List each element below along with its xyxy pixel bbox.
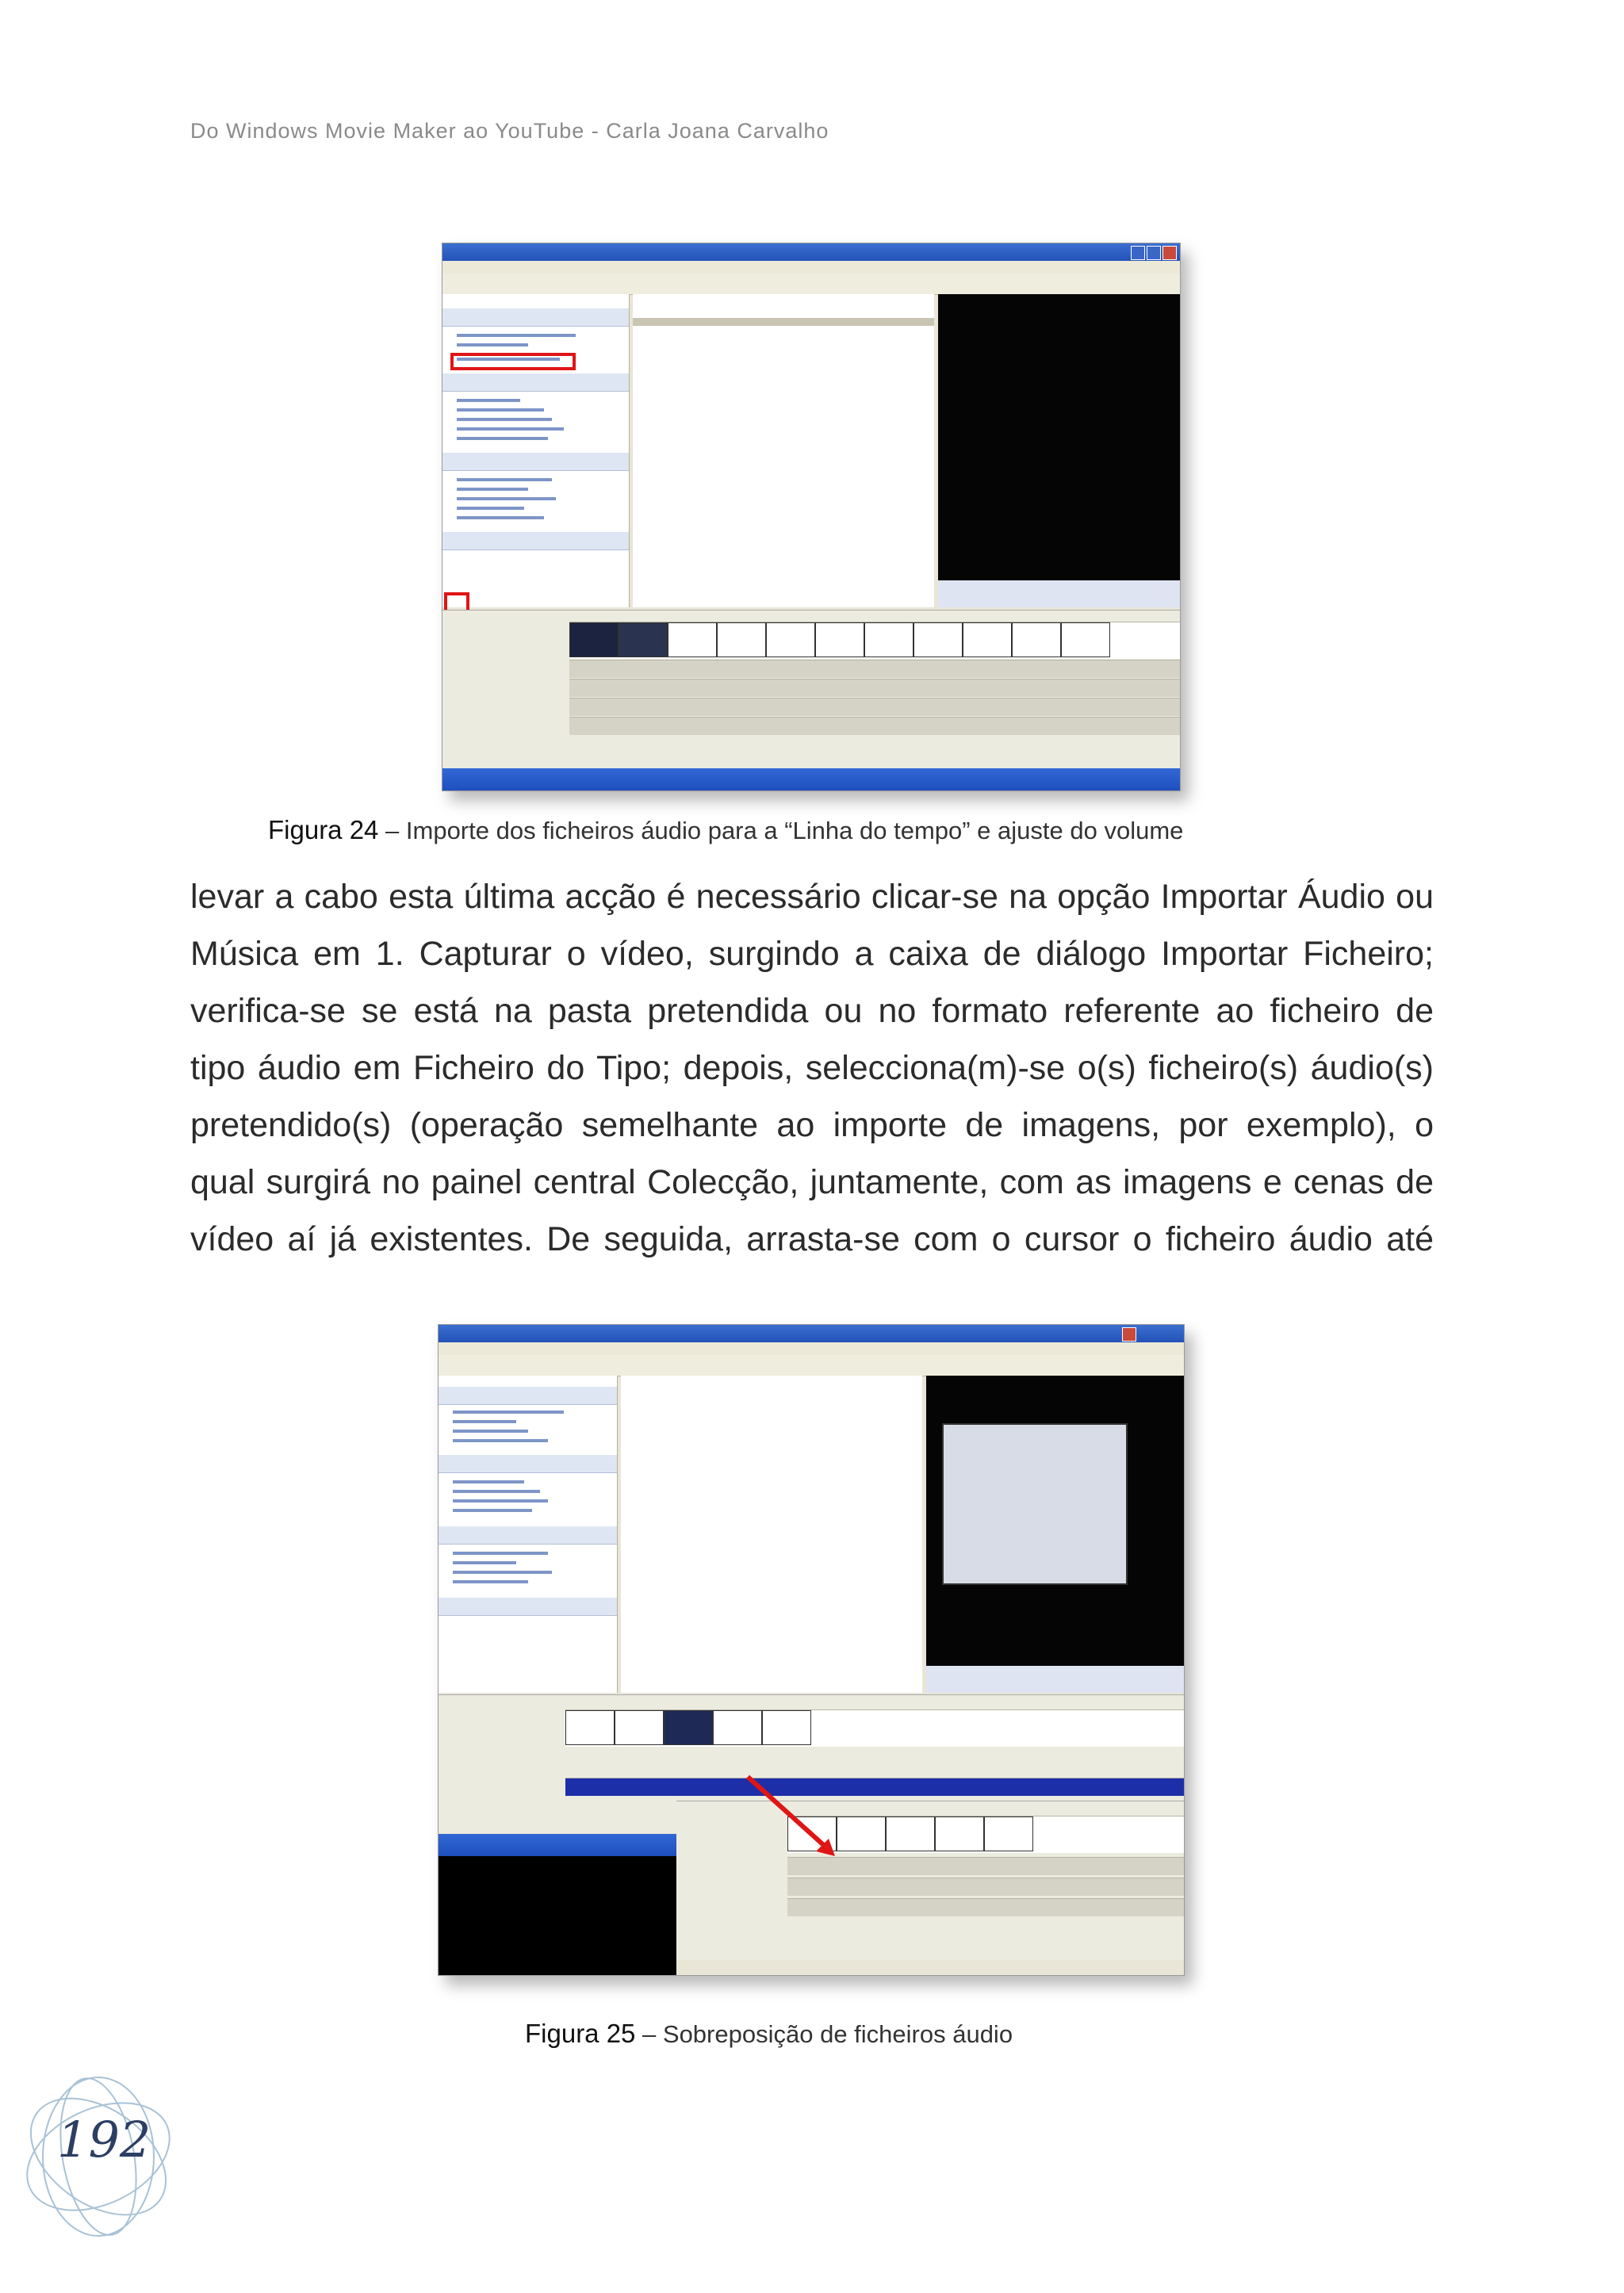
preview-monitor xyxy=(938,294,1180,607)
title-overlay-track xyxy=(569,717,1180,735)
red-arrow-icon xyxy=(740,1769,851,1864)
minimize-icon xyxy=(1131,246,1145,260)
close-icon xyxy=(1122,1327,1136,1342)
import-audio-highlight xyxy=(450,353,576,370)
running-header: Do Windows Movie Maker ao YouTube - Carla Joana Carvalho xyxy=(190,119,829,143)
body-line: levar a cabo esta última acção é necessário clicar-se na opção Importar Áudio ou xyxy=(190,878,1434,916)
task-header-tips xyxy=(442,532,629,550)
body-line: tipo áudio em Ficheiro do Tipo; depois, selecciona(m)-se o(s) ficheiro(s) áudio(s) xyxy=(190,1049,1434,1087)
figure-25-label: Figura 25 xyxy=(525,2019,636,2048)
windows-taskbar xyxy=(439,1834,676,1856)
music-track xyxy=(569,698,1180,716)
figure-24-caption xyxy=(268,815,1183,845)
collection-pane xyxy=(633,294,934,607)
music-track xyxy=(565,1778,1184,1796)
menu-bar xyxy=(439,1342,1184,1356)
body-line: verifica-se se está na pasta pretendida ou no formato referente ao ficheiro de xyxy=(190,992,1434,1030)
timeline xyxy=(442,610,1180,769)
collection-pane xyxy=(621,1376,922,1693)
audio-track xyxy=(569,679,1180,697)
figure-25-caption xyxy=(525,2019,1013,2049)
body-line: qual surgirá no painel central Colecção, juntamente, com as imagens e cenas de xyxy=(190,1163,1434,1201)
body-line: vídeo aí já existentes. De seguida, arrasta-se com o cursor o ficheiro áudio até xyxy=(190,1220,1434,1258)
toolbar xyxy=(439,1355,1184,1376)
menu-bar xyxy=(442,261,1180,274)
window-titlebar xyxy=(442,243,1180,261)
tasks-pane xyxy=(439,1376,618,1693)
figure-24-label: Figura 24 xyxy=(268,815,379,844)
body-line: pretendido(s) (operação semelhante ao importe de imagens, por exemplo), o xyxy=(190,1106,1434,1144)
black-region xyxy=(439,1856,676,1975)
task-header-capture xyxy=(442,308,629,327)
video-track xyxy=(569,622,1180,659)
figure-24-screenshot xyxy=(442,243,1181,791)
page-number: 192 xyxy=(57,2111,151,2169)
window-titlebar xyxy=(439,1325,1184,1342)
close-icon xyxy=(1162,246,1177,260)
task-header-finish xyxy=(442,453,629,471)
figure-25-caption-text: – Sobreposição de ficheiros áudio xyxy=(635,2020,1013,2048)
windows-taskbar xyxy=(442,768,1180,790)
task-header-edit xyxy=(442,373,629,392)
transition-track xyxy=(569,660,1180,678)
video-track xyxy=(565,1709,1184,1747)
tasks-pane xyxy=(442,294,630,607)
body-paragraph xyxy=(190,868,1434,1268)
figure-24-caption-text: – Importe dos ficheiros áudio para a “Linha do tempo” e ajuste do volume xyxy=(378,817,1184,844)
figure-25-screenshot xyxy=(438,1324,1185,1976)
maximize-icon xyxy=(1147,246,1161,260)
body-line: Música em 1. Capturar o vídeo, surgindo a caixa de diálogo Importar Ficheiro; xyxy=(190,935,1434,973)
preview-monitor xyxy=(926,1376,1184,1693)
toolbar xyxy=(442,274,1180,295)
